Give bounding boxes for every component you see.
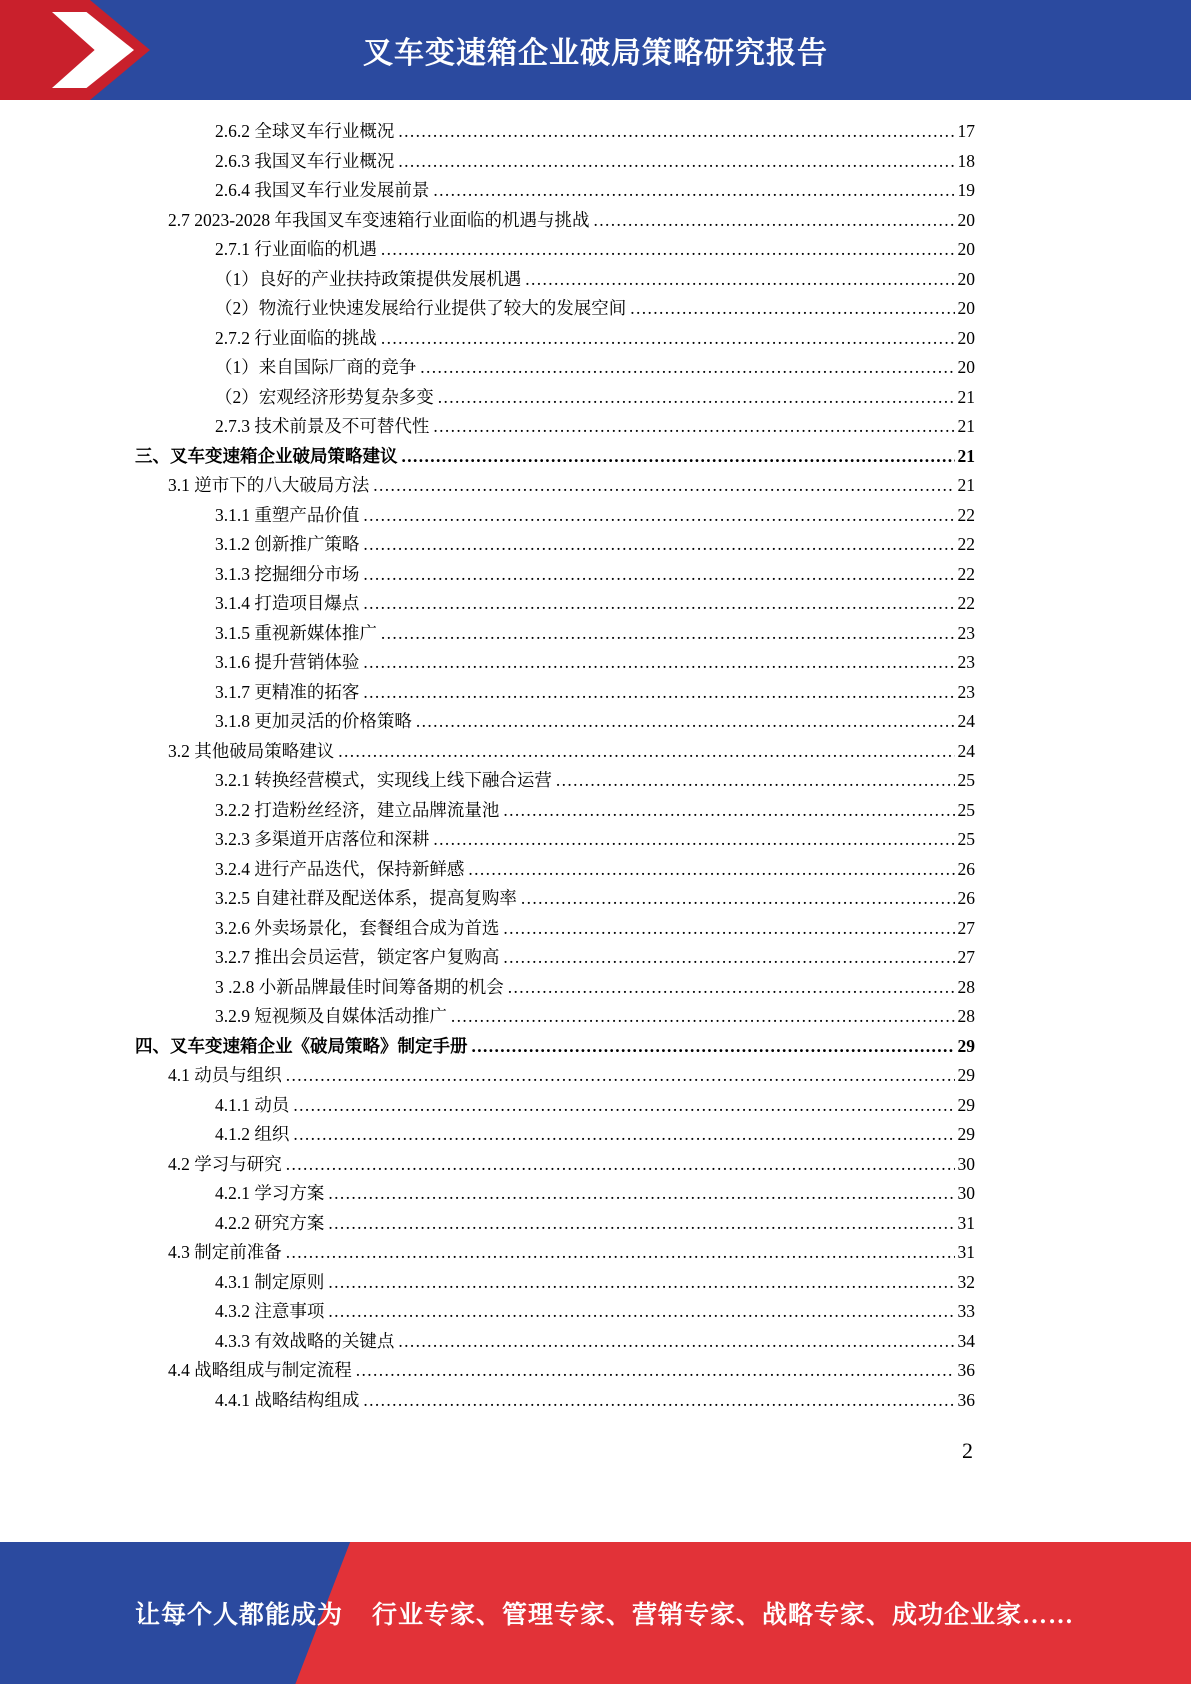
- toc-entry[interactable]: [135, 1387, 975, 1417]
- toc-entry-label[interactable]: （1）良好的产业扶持政策提供发展机遇: [215, 268, 522, 289]
- toc-leader-dots: [438, 387, 955, 408]
- toc-entry-page: 33: [957, 1301, 975, 1321]
- toc-entry[interactable]: [135, 443, 975, 473]
- toc-entry[interactable]: [135, 1210, 975, 1240]
- toc-leader-dots: [398, 1331, 954, 1352]
- toc-entry[interactable]: [135, 1121, 975, 1151]
- toc-entry[interactable]: [135, 590, 975, 620]
- toc-leader-dots: [451, 1006, 955, 1027]
- toc-entry-label[interactable]: 3.1.5 重视新媒体推广: [215, 622, 377, 643]
- toc-entry-page: 30: [957, 1153, 975, 1174]
- toc-leader-dots: [433, 416, 954, 437]
- toc-entry-page: 31: [957, 1242, 975, 1262]
- toc-entry-label[interactable]: 2.6.3 我国叉车行业概况: [215, 150, 395, 171]
- toc-entry-page: 23: [957, 681, 975, 702]
- toc-entry[interactable]: [135, 885, 975, 915]
- toc-entry[interactable]: [135, 856, 975, 886]
- toc-entry[interactable]: [135, 1033, 975, 1063]
- toc-entry-page: 21: [957, 386, 975, 407]
- toc-entry-page: 29: [957, 1065, 975, 1085]
- toc-leader-dots: [293, 1124, 954, 1145]
- toc-entry-page: 26: [957, 888, 975, 908]
- toc-entry-page: 21: [957, 416, 975, 436]
- toc-entry-label[interactable]: 2.7.3 技术前景及不可替代性: [215, 416, 430, 436]
- toc-entry[interactable]: [135, 354, 975, 384]
- toc-entry-page: 22: [957, 563, 975, 584]
- toc-entry[interactable]: [135, 708, 975, 738]
- toc-entry-page: 20: [957, 239, 975, 259]
- toc-leader-dots: [556, 770, 955, 791]
- toc-leader-dots: [593, 210, 954, 231]
- toc-entry-page: 36: [957, 1360, 975, 1380]
- toc-leader-dots: [286, 1242, 955, 1263]
- toc-entry[interactable]: [135, 826, 975, 856]
- toc-entry-label[interactable]: 四、叉车变速箱企业《破局策略》制定手册: [135, 1035, 468, 1056]
- toc-leader-dots: [381, 328, 955, 349]
- toc-entry[interactable]: [135, 679, 975, 709]
- toc-entry-page: 28: [957, 1006, 975, 1026]
- toc-entry-page: 20: [957, 357, 975, 377]
- toc-entry-label[interactable]: 3.2.6 外卖场景化，套餐组合成为首选: [215, 917, 500, 938]
- toc-entry-label[interactable]: 4.4 战略组成与制定流程: [168, 1360, 352, 1380]
- toc-entry[interactable]: [135, 531, 975, 561]
- toc-entry[interactable]: [135, 1328, 975, 1358]
- toc-entry-label[interactable]: 3.1.3 挖掘细分市场: [215, 563, 360, 584]
- footer-slogan-left: 让每个人都能成为: [135, 1602, 344, 1629]
- toc-entry-page: 23: [957, 652, 975, 672]
- toc-entry-page: 17: [957, 121, 975, 141]
- toc-leader-dots: [328, 1213, 954, 1234]
- toc-entry-page: 21: [957, 445, 975, 466]
- footer-slogan-right: 行业专家、管理专家、营销专家、战略专家、成功企业家……: [372, 1602, 1075, 1629]
- toc-entry[interactable]: [135, 1269, 975, 1299]
- toc-leader-dots: [363, 652, 954, 673]
- toc-entry-page: 20: [957, 298, 975, 318]
- toc-entry-label[interactable]: 4.3.1 制定原则: [215, 1271, 325, 1292]
- toc-entry[interactable]: [135, 148, 975, 178]
- toc-entry-page: 22: [957, 534, 975, 554]
- toc-leader-dots: [503, 918, 954, 939]
- toc-entry-label[interactable]: 4.1.2 组织: [215, 1124, 290, 1144]
- table-of-contents: [135, 118, 975, 1416]
- toc-entry-label[interactable]: 4.2.2 研究方案: [215, 1212, 325, 1233]
- toc-entry-label[interactable]: 2.7.2 行业面临的挑战: [215, 327, 377, 348]
- toc-entry-page: 34: [957, 1330, 975, 1351]
- toc-entry-label[interactable]: 3.1.1 重塑产品价值: [215, 504, 360, 525]
- toc-leader-dots: [525, 269, 954, 290]
- toc-entry-label[interactable]: 3.1.2 创新推广策略: [215, 534, 360, 554]
- toc-entry-page: 18: [957, 150, 975, 171]
- toc-leader-dots: [363, 593, 954, 614]
- toc-entry-page: 29: [957, 1094, 975, 1115]
- toc-entry-label[interactable]: 3.1.4 打造项目爆点: [215, 593, 360, 613]
- toc-leader-dots: [472, 1036, 955, 1057]
- toc-leader-dots: [286, 1154, 955, 1175]
- toc-entry[interactable]: [135, 177, 975, 207]
- toc-entry[interactable]: [135, 974, 975, 1004]
- toc-leader-dots: [363, 534, 954, 555]
- toc-entry-page: 22: [957, 504, 975, 525]
- toc-entry-label[interactable]: 4.4.1 战略结构组成: [215, 1389, 360, 1410]
- toc-leader-dots: [373, 475, 954, 496]
- toc-leader-dots: [338, 741, 954, 762]
- toc-entry[interactable]: [135, 915, 975, 945]
- toc-entry-page: 24: [957, 740, 975, 761]
- toc-leader-dots: [293, 1095, 954, 1116]
- toc-entry-page: 29: [957, 1124, 975, 1144]
- toc-entry[interactable]: [135, 118, 975, 148]
- toc-leader-dots: [503, 947, 954, 968]
- toc-leader-dots: [398, 151, 954, 172]
- toc-entry[interactable]: [135, 767, 975, 797]
- toc-entry-label[interactable]: 2.7 2023-2028 年我国叉车变速箱行业面临的机遇与挑战: [168, 209, 590, 230]
- toc-entry-label[interactable]: （1）来自国际厂商的竞争: [215, 357, 417, 377]
- toc-entry[interactable]: [135, 1003, 975, 1033]
- toc-entry-page: 26: [957, 858, 975, 879]
- toc-leader-dots: [433, 829, 954, 850]
- toc-leader-dots: [521, 888, 955, 909]
- toc-entry[interactable]: [135, 1062, 975, 1092]
- toc-leader-dots: [416, 711, 955, 732]
- toc-entry-label[interactable]: 4.1 动员与组织: [168, 1065, 282, 1085]
- toc-entry-label[interactable]: 2.6.4 我国叉车行业发展前景: [215, 180, 430, 200]
- toc-entry-label[interactable]: 3.2.1 转换经营模式，实现线上线下融合运营: [215, 770, 552, 790]
- toc-leader-dots: [503, 800, 954, 821]
- toc-entry[interactable]: [135, 266, 975, 296]
- toc-leader-dots: [286, 1065, 955, 1086]
- page-header: [0, 0, 1191, 100]
- toc-entry-label[interactable]: 2.6.2 全球叉车行业概况: [215, 121, 395, 141]
- toc-entry-label[interactable]: 3.2.2 打造粉丝经济，建立品牌流量池: [215, 799, 500, 820]
- toc-leader-dots: [328, 1272, 954, 1293]
- toc-leader-dots: [468, 859, 954, 880]
- page-number: 2: [962, 1438, 973, 1463]
- toc-entry-label[interactable]: 2.7.1 行业面临的机遇: [215, 239, 377, 259]
- toc-entry-page: 23: [957, 622, 975, 643]
- toc-entry-label[interactable]: 3.1 逆市下的八大破局方法: [168, 475, 370, 495]
- toc-entry[interactable]: [135, 1151, 975, 1181]
- toc-entry-page: 22: [957, 593, 975, 613]
- toc-leader-dots: [328, 1183, 954, 1204]
- toc-entry-page: 27: [957, 947, 975, 967]
- toc-entry-label[interactable]: 3.1.8 更加灵活的价格策略: [215, 711, 412, 731]
- toc-entry[interactable]: [135, 207, 975, 237]
- toc-entry-page: 28: [957, 976, 975, 997]
- toc-leader-dots: [381, 239, 955, 260]
- toc-entry[interactable]: [135, 502, 975, 532]
- toc-entry[interactable]: [135, 1092, 975, 1122]
- toc-entry-label[interactable]: 4.3.2 注意事项: [215, 1301, 325, 1321]
- toc-entry[interactable]: [135, 561, 975, 591]
- toc-entry-page: 25: [957, 799, 975, 820]
- toc-entry-page: 19: [957, 180, 975, 200]
- toc-entry-label[interactable]: 3.2 其他破局策略建议: [168, 740, 335, 761]
- toc-entry[interactable]: [135, 944, 975, 974]
- toc-leader-dots: [363, 1390, 954, 1411]
- toc-entry-label[interactable]: 3.2.7 推出会员运营，锁定客户复购高: [215, 947, 500, 967]
- toc-entry[interactable]: [135, 236, 975, 266]
- toc-leader-dots: [398, 121, 954, 142]
- toc-entry-page: 25: [957, 829, 975, 849]
- toc-leader-dots: [363, 682, 954, 703]
- toc-entry-page: 27: [957, 917, 975, 938]
- toc-entry-label[interactable]: （2）物流行业快速发展给行业提供了较大的发展空间: [215, 298, 627, 318]
- toc-leader-dots: [630, 298, 954, 319]
- toc-entry-label[interactable]: 3.1.7 更精准的拓客: [215, 681, 360, 702]
- toc-entry-label[interactable]: 3.2.5 自建社群及配送体系，提高复购率: [215, 888, 517, 908]
- toc-leader-dots: [356, 1360, 955, 1381]
- toc-entry-label[interactable]: 3.2.9 短视频及自媒体活动推广: [215, 1006, 447, 1026]
- toc-entry[interactable]: [135, 620, 975, 650]
- toc-entry[interactable]: [135, 1357, 975, 1387]
- toc-leader-dots: [363, 505, 954, 526]
- toc-entry[interactable]: [135, 472, 975, 502]
- toc-entry[interactable]: [135, 295, 975, 325]
- toc-entry[interactable]: [135, 649, 975, 679]
- toc-entry[interactable]: [135, 1239, 975, 1269]
- toc-entry-label[interactable]: 3.1.6 提升营销体验: [215, 652, 360, 672]
- toc-entry-label[interactable]: 3 .2.8 小新品牌最佳时间筹备期的机会: [215, 976, 504, 997]
- toc-entry-page: 30: [957, 1183, 975, 1203]
- toc-entry-label[interactable]: 4.2 学习与研究: [168, 1153, 282, 1174]
- toc-entry[interactable]: [135, 413, 975, 443]
- toc-entry-page: 21: [957, 475, 975, 495]
- toc-entry-label[interactable]: （2）宏观经济形势复杂多变: [215, 386, 434, 407]
- toc-leader-dots: [381, 623, 955, 644]
- toc-entry-label[interactable]: 4.3.3 有效战略的关键点: [215, 1330, 395, 1351]
- toc-entry-page: 24: [957, 711, 975, 731]
- toc-entry-page: 20: [957, 209, 975, 230]
- toc-entry-label[interactable]: 4.1.1 动员: [215, 1094, 290, 1115]
- toc-entry[interactable]: [135, 1298, 975, 1328]
- toc-entry-label[interactable]: 3.2.4 进行产品迭代，保持新鲜感: [215, 858, 465, 879]
- toc-leader-dots: [328, 1301, 954, 1322]
- toc-leader-dots: [420, 357, 954, 378]
- report-title: 叉车变速箱企业破局策略研究报告: [363, 37, 828, 70]
- toc-entry-page: 20: [957, 327, 975, 348]
- toc-entry-label[interactable]: 3.2.3 多渠道开店落位和深耕: [215, 829, 430, 849]
- toc-entry[interactable]: [135, 384, 975, 414]
- toc-entry-page: 29: [957, 1035, 975, 1056]
- toc-leader-dots: [508, 977, 955, 998]
- toc-entry-page: 36: [957, 1389, 975, 1410]
- toc-entry[interactable]: [135, 797, 975, 827]
- page-footer: [0, 1542, 1191, 1684]
- toc-entry-page: 25: [957, 770, 975, 790]
- toc-entry-page: 20: [957, 268, 975, 289]
- toc-leader-dots: [402, 446, 955, 467]
- toc-entry[interactable]: [135, 1180, 975, 1210]
- toc-entry-page: 31: [957, 1212, 975, 1233]
- toc-entry-label[interactable]: 三、叉车变速箱企业破局策略建议: [135, 445, 398, 466]
- toc-entry-label[interactable]: 4.2.1 学习方案: [215, 1183, 325, 1203]
- toc-entry[interactable]: [135, 325, 975, 355]
- toc-entry[interactable]: [135, 738, 975, 768]
- toc-leader-dots: [433, 180, 954, 201]
- toc-entry-label[interactable]: 4.3 制定前准备: [168, 1242, 282, 1262]
- toc-leader-dots: [363, 564, 954, 585]
- toc-entry-page: 32: [957, 1271, 975, 1292]
